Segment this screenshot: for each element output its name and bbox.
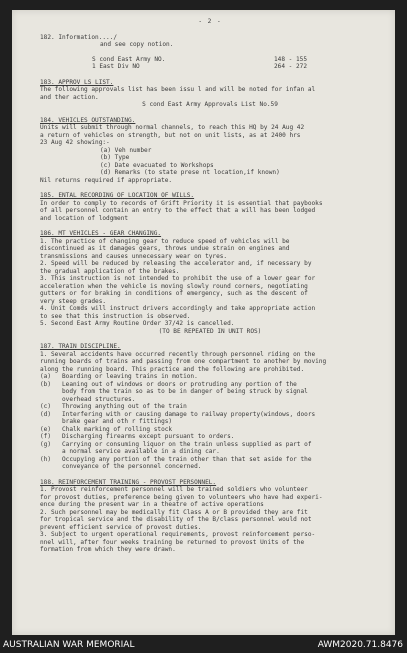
section-187-line: running boards of trains and passing from one compartment to another by moving: [40, 358, 327, 365]
section-187-item: (c) Throwing anything out of the train: [40, 403, 187, 410]
section-187-item: brake gear and oth r fittings): [40, 418, 173, 425]
section-182: [40, 34, 380, 71]
section-184-title: 184. VEHICLES OUTSTANDING.: [40, 116, 136, 124]
section-188-line: nnel will, after four weeks training be returned to provost Units of the: [40, 538, 305, 546]
section-186-line: 4. Unit Comds will instruct drivers accordingly and take appropriate action: [40, 305, 316, 312]
section-187-item: (h) Occupying any portion of the train other than that set aside for the: [40, 455, 312, 463]
section-187-item: (b) Leaning out of windows or doors or protruding any portion of the: [40, 380, 297, 388]
section-188-line: for provost duties, preference being given to volunteers who have had experi-: [40, 493, 323, 501]
section-186-line: to see that this instruction is observed.: [40, 312, 191, 320]
section-188-title: 188. REINFORCEMENT TRAINING - PROVOST PERSONNEL.: [40, 478, 217, 486]
section-183-line: and ther action.: [40, 93, 99, 101]
section-186-line: 5. Second East Army Routine Order 37/42 is cancelled.: [40, 320, 235, 327]
section-184-item: (a) Veh number: [100, 146, 152, 154]
section-187-item: overhead structures.: [40, 395, 136, 403]
section-183-title: 183. APPROV LS LIST.: [40, 78, 114, 86]
section-186-line: gutters or for braking in conditions of emergency, such as the descent of: [40, 290, 308, 297]
section-186-line: 3. This instruction is not intended to prohibit the use of a lower gear for: [40, 275, 316, 282]
row-value: 264 - 272: [274, 63, 308, 70]
section-183-line: The following approvals list has been issu l and will be noted for infan al: [40, 86, 316, 93]
section-187-title: 187. TRAIN DISCIPLINE.: [40, 343, 121, 350]
section-182-row: [40, 63, 380, 71]
footer-bar: [0, 637, 407, 653]
section-186: [40, 230, 380, 335]
section-187-item: (e) Chalk marking of rolling stock: [40, 425, 173, 433]
section-187-item: (a) Boarding or leaving trains in motion.: [40, 373, 198, 380]
footer-credit: AUSTRALIAN WAR MEMORIAL: [3, 640, 135, 650]
section-187-item: (f) Discharging firearms except pursuant to orders.: [40, 433, 235, 440]
section-186-line: very steep grades.: [40, 297, 107, 305]
section-185-line: of all personnel contain an entry to the effect that a will has been lodged: [40, 207, 316, 214]
section-186-line: discontinued as it damages gears, throws undue strain on engines and: [40, 245, 290, 252]
section-187-line: along the running board. This practice and the following are prohibited.: [40, 365, 305, 373]
section-186-stamp: (TO BE REPEATED IN UNIT ROS): [158, 327, 262, 335]
section-184-item: (c) Date evacuated to Workshops: [100, 161, 214, 169]
page-number: - 2 -: [198, 18, 222, 25]
document-page: [12, 10, 395, 635]
section-188-line: prevent efficient service of provost duties.: [40, 523, 202, 531]
section-187-item: body from the train so as to be in danger of being struck by signal: [40, 388, 308, 395]
section-185: [40, 192, 380, 222]
section-188: [40, 479, 380, 554]
section-187-item: conveyance of the personnel concerned.: [40, 463, 202, 470]
section-184-line: 23 Aug 42 showing:-: [40, 139, 110, 146]
section-188-line: 1. Provost reinforcement personnel will be trained soldiers who volunteer: [40, 486, 308, 493]
section-182-row: [40, 56, 380, 64]
section-187: [40, 343, 380, 471]
section-188-line: formation from which they were drawn.: [40, 546, 176, 553]
footer-accession-number: AWM2020.71.8476: [317, 640, 403, 650]
section-186-line: transmissions and causes unnecessary wear on tyres.: [40, 252, 228, 260]
row-label: S cond East Army NO.: [92, 55, 166, 63]
section-186-line: 2. Speed will be reduced by releasing the accelerator and, if necessary by: [40, 260, 312, 267]
section-187-item: (d) Interfering with or causing damage to railway property(windows, doors: [40, 410, 316, 418]
section-188-line: 2. Such personnel may be medically fit Class A or B provided they are fit: [40, 508, 308, 516]
section-184-line: Units will submit through normal channels, to reach this HQ by 24 Aug 42: [40, 124, 305, 131]
section-182-title: 182. Information..../: [40, 33, 118, 41]
section-186-line: the gradual application of the brakes.: [40, 267, 180, 275]
row-label: 1 East Div NO: [92, 63, 140, 70]
section-184-item: (b) Type: [100, 154, 130, 161]
section-183: [40, 79, 380, 109]
section-184-note: Nil returns required if appropriate.: [40, 176, 173, 184]
section-186-line: acceleration when the vehicle is moving slowly round corners, negotiating: [40, 282, 308, 290]
section-184-item: (d) Remarks (to state prese nt location,if known): [100, 169, 280, 176]
row-value: 148 - 155: [274, 55, 308, 63]
section-182-line: and see copy notion.: [100, 41, 174, 48]
section-184-line: a return of vehicles on strength, but not on unit lists, as at 2400 hrs: [40, 131, 301, 139]
section-188-line: 3. Subject to urgent operational requirements, provost reinforcement perso-: [40, 531, 316, 538]
document-body: [40, 18, 380, 554]
section-184: [40, 117, 380, 185]
section-185-line: and location of lodgment: [40, 214, 129, 222]
section-186-title: 186. MT VEHICLES - GEAR CHANGING.: [40, 230, 162, 237]
section-185-title: 185. ENTAL RECORDING OF LOCATION OF WILLS.: [40, 192, 195, 199]
section-187-item: (g) Carrying or consuming liquor on the train unless supplied as part of: [40, 440, 312, 448]
section-185-line: In order to comply to records of Grift Priority it is essential that paybooks: [40, 199, 323, 207]
section-187-item: a normal service available in a dining car.: [40, 448, 220, 455]
section-186-line: 1. The practice of changing gear to reduce speed of vehicles will be: [40, 237, 290, 245]
section-188-line: ence during the present war in a theatre of active operations: [40, 501, 264, 508]
section-183-line: S cond East Army Approvals List No.59: [142, 101, 278, 108]
section-187-line: 1. Several accidents have occurred recently through personnel riding on the: [40, 350, 316, 358]
section-188-line: for tropical service and the disability of the B/class personnel would not: [40, 516, 312, 523]
